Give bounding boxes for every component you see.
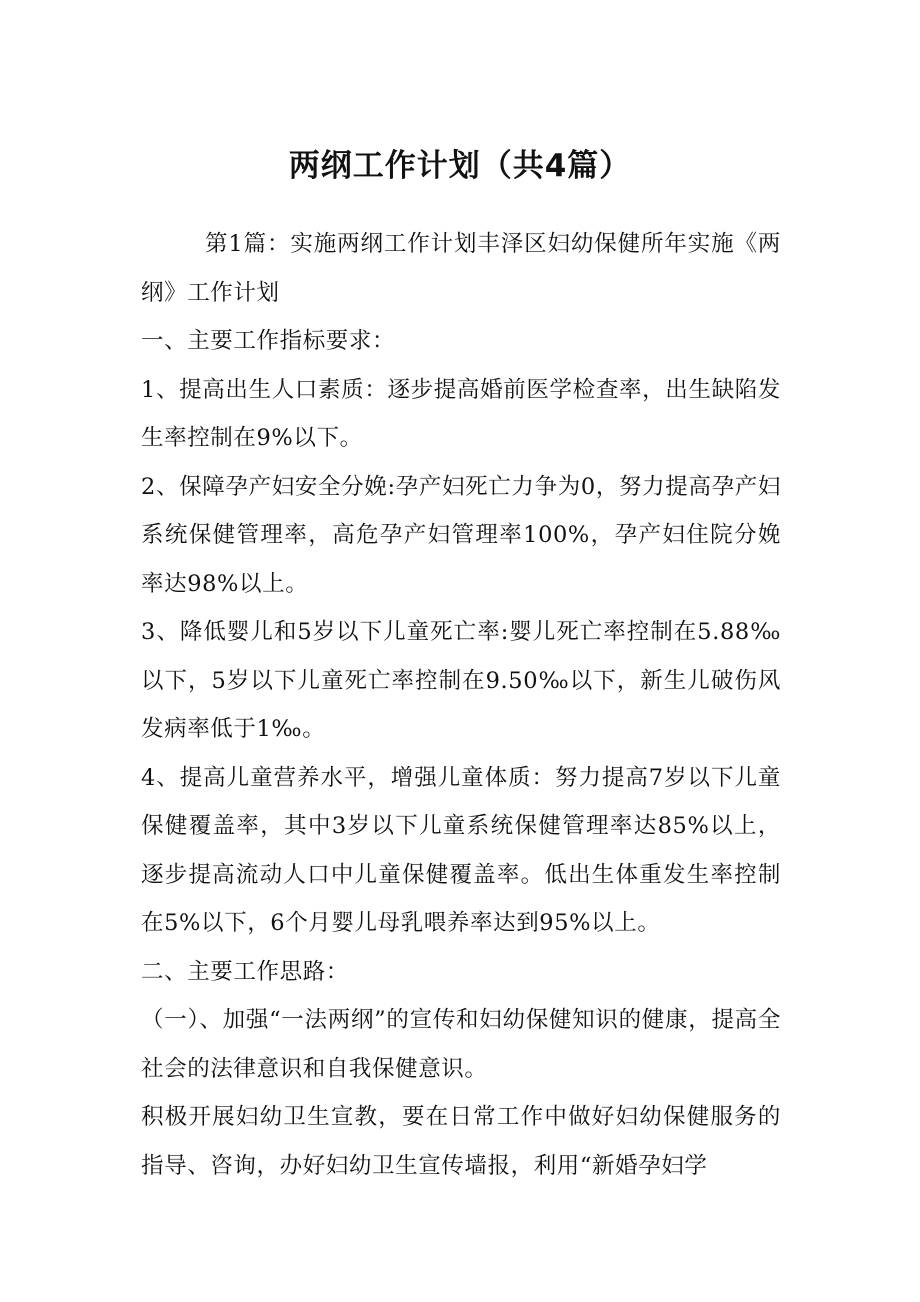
document-body [141, 220, 781, 1190]
paragraph-body-text: 积极开展妇幼卫生宣教，要在日常工作中做好妇幼保健服务的指导、咨询，办好妇幼卫生宣传墙报，利用“新婚孕妇学 [141, 1104, 781, 1179]
paragraph-section-one-heading: 一、主要工作指标要求： [141, 328, 396, 354]
paragraph-subsection-one: （一）、加强“一法两纲”的宣传和妇幼保健知识的健康，提高全社会的法律意识和自我保健意识。 [141, 1007, 781, 1082]
paragraph-item-3: 3、降低婴儿和5岁以下儿童死亡率:婴儿死亡率控制在5.88‰以下，5岁以下儿童死亡率控制在9.50‰以下，新生儿破伤风发病率低于1‰。 [141, 619, 781, 742]
paragraph-section-two-heading: 二、主要工作思路： [141, 958, 349, 985]
paragraph-item-4: 4、提高儿童营养水平，增强儿童体质：努力提高7岁以下儿童保健覆盖率，其中3岁以下儿童系统保健管理率达85%以上，逐步提高流动人口中儿童保健覆盖率。低出生体重发生率控制在5%以下，6个月婴儿母乳喂养率达到95%以上。 [141, 764, 781, 936]
document-title: 两纲工作计划（共4篇） [288, 148, 632, 184]
paragraph-item-2: 2、保障孕产妇安全分娩:孕产妇死亡力争为0，努力提高孕产妇系统保健管理率，高危孕产妇管理率100%，孕产妇住院分娩率达98%以上。 [141, 473, 781, 597]
paragraph-item-1: 1、提高出生人口素质：逐步提高婚前医学检查率，出生缺陷发生率控制在9%以下。 [141, 376, 781, 451]
paragraph-chapter-heading: 第1篇：实施两纲工作计划丰泽区妇幼保健所年实施《两纲》工作计划 [141, 231, 781, 306]
